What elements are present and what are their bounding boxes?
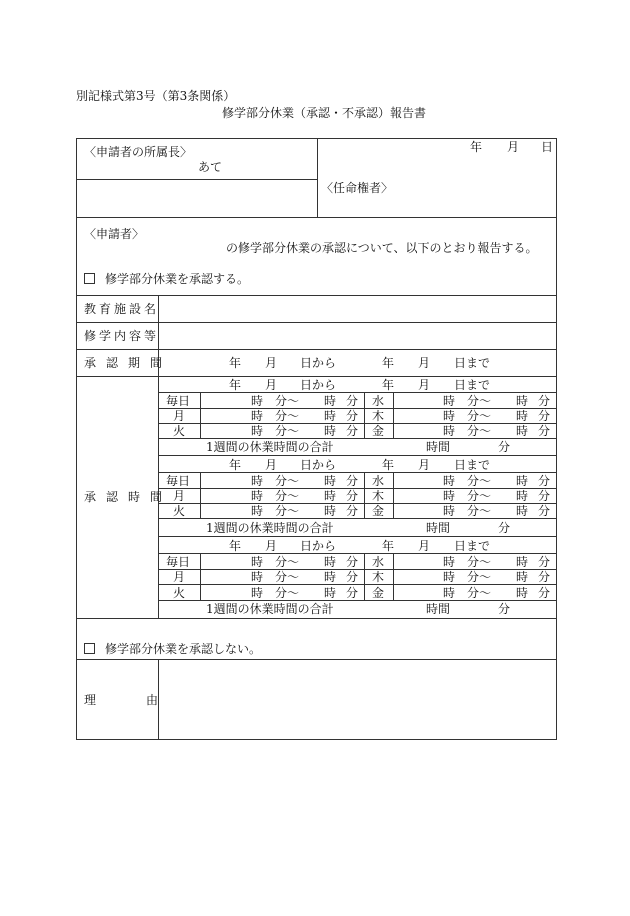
block-3-r2-r-ji: 時 bbox=[443, 570, 456, 584]
block-3-rule-day-left bbox=[200, 553, 201, 600]
block-1-r1-r-ji: 時 bbox=[443, 394, 456, 408]
rule-header-bottom bbox=[76, 217, 557, 218]
block-3-r2-r-funkara: 分～ bbox=[467, 570, 492, 584]
block-1-r1-l-funkara: 分～ bbox=[275, 394, 300, 408]
block-2-r3-r-fun: 分 bbox=[538, 504, 551, 518]
block-1-r2-l-ji: 時 bbox=[251, 409, 264, 423]
rule-hours-bottom bbox=[76, 618, 557, 619]
block-2-rule-day-left bbox=[200, 472, 201, 518]
block-2-end-month: 月 bbox=[418, 458, 431, 472]
block-3-r1-l-ji: 時 bbox=[251, 555, 264, 569]
block-3-r1-r-funkara: 分～ bbox=[467, 555, 492, 569]
block-1-start-year: 年 bbox=[229, 378, 242, 392]
block-1-total-minutes: 分 bbox=[498, 440, 511, 454]
block-3-r2-l-fun: 分 bbox=[346, 570, 359, 584]
date-month: 月 bbox=[507, 140, 520, 154]
date-year: 年 bbox=[470, 140, 483, 154]
block-2-r2-l-funkara: 分～ bbox=[275, 489, 300, 503]
addressee-ate: あて bbox=[198, 160, 223, 174]
block-2-r3-r-funkara: 分～ bbox=[467, 504, 492, 518]
block-1-day-daily: 毎日 bbox=[166, 394, 191, 408]
block-1-r3-l-ji: 時 bbox=[251, 424, 264, 438]
addressee-label: 〈申請者の所属長〉 bbox=[84, 145, 193, 159]
block-2-day-tue: 火 bbox=[173, 504, 186, 518]
period-end-year: 年 bbox=[382, 356, 395, 370]
block-1-day-thu: 木 bbox=[372, 409, 385, 423]
block-2-r1-l-ji2: 時 bbox=[324, 474, 337, 488]
block-2-r1-r-funkara: 分～ bbox=[467, 474, 492, 488]
block-1-r3-r-funkara: 分～ bbox=[467, 424, 492, 438]
block-2-start-day: 日から bbox=[300, 458, 337, 472]
block-1-start-day: 日から bbox=[300, 378, 337, 392]
block-1-r2-r-ji: 時 bbox=[443, 409, 456, 423]
block-1-r2-r-ji2: 時 bbox=[516, 409, 529, 423]
block-2-r1-l-fun: 分 bbox=[346, 474, 359, 488]
block-2-rule-date bbox=[158, 472, 557, 473]
block-3-day-fri: 金 bbox=[372, 586, 385, 600]
rule-study-bottom bbox=[76, 349, 557, 350]
block-2-day-daily: 毎日 bbox=[166, 474, 191, 488]
block-2-start-year: 年 bbox=[229, 458, 242, 472]
block-3-r2-l-ji2: 時 bbox=[324, 570, 337, 584]
block-3-r2-l-funkara: 分～ bbox=[275, 570, 300, 584]
disapprove-label: 修学部分休業を承認しない。 bbox=[105, 642, 262, 656]
approve-checkbox[interactable] bbox=[84, 273, 95, 284]
block-3-end-month: 月 bbox=[418, 539, 431, 553]
block-2-day-wed: 水 bbox=[372, 474, 385, 488]
block-2-rule-middle bbox=[364, 472, 365, 518]
block-3-rule-day-right bbox=[393, 553, 394, 600]
block-3-r2-r-fun: 分 bbox=[538, 570, 551, 584]
block-1-start-month: 月 bbox=[265, 378, 278, 392]
block-2-rule-r3 bbox=[158, 518, 557, 519]
rule-period-bottom bbox=[76, 376, 557, 377]
rule-disapprove-bottom bbox=[76, 659, 557, 660]
block-1-r1-r-fun: 分 bbox=[538, 394, 551, 408]
block-3-start-day: 日から bbox=[300, 539, 337, 553]
block-1-end-day: 日まで bbox=[454, 378, 491, 392]
block-3-weekly-total-label: 1週間の休業時間の合計 bbox=[206, 602, 334, 616]
block-3-rule-middle bbox=[364, 553, 365, 600]
block-3-day-thu: 木 bbox=[372, 570, 385, 584]
block-2-rule-day-right bbox=[393, 472, 394, 518]
approve-label: 修学部分休業を承認する。 bbox=[105, 272, 250, 286]
block-1-r2-r-fun: 分 bbox=[538, 409, 551, 423]
block-2-total-hours: 時間 bbox=[426, 521, 451, 535]
block-1-rule-day-left bbox=[200, 392, 201, 438]
block-1-r2-l-ji2: 時 bbox=[324, 409, 337, 423]
block-1-r2-r-funkara: 分～ bbox=[467, 409, 492, 423]
block-2-start-month: 月 bbox=[265, 458, 278, 472]
block-2-r2-l-ji: 時 bbox=[251, 489, 264, 503]
block-1-r3-l-fun: 分 bbox=[346, 424, 359, 438]
period-start-day: 日から bbox=[300, 356, 337, 370]
reason-label: 理由 bbox=[84, 693, 209, 707]
block-3-r2-l-ji: 時 bbox=[251, 570, 264, 584]
block-1-day-mon: 月 bbox=[173, 409, 186, 423]
block-2-day-thu: 木 bbox=[372, 489, 385, 503]
period-end-month: 月 bbox=[418, 356, 431, 370]
block-2-r1-r-fun: 分 bbox=[538, 474, 551, 488]
block-3-r3-l-fun: 分 bbox=[346, 586, 359, 600]
block-3-total-hours: 時間 bbox=[426, 602, 451, 616]
block-3-r1-r-ji: 時 bbox=[443, 555, 456, 569]
block-3-rule-r3 bbox=[158, 600, 557, 601]
block-1-r1-r-funkara: 分～ bbox=[467, 394, 492, 408]
block-1-rule-bottom bbox=[158, 455, 557, 456]
block-3-day-wed: 水 bbox=[372, 555, 385, 569]
block-1-end-month: 月 bbox=[418, 378, 431, 392]
block-1-r1-l-fun: 分 bbox=[346, 394, 359, 408]
block-1-day-tue: 火 bbox=[173, 424, 186, 438]
block-3-day-mon: 月 bbox=[173, 570, 186, 584]
block-3-start-year: 年 bbox=[229, 539, 242, 553]
block-3-end-year: 年 bbox=[382, 539, 395, 553]
block-3-r3-r-fun: 分 bbox=[538, 586, 551, 600]
block-2-r1-l-funkara: 分～ bbox=[275, 474, 300, 488]
appointer-label: 〈任命権者〉 bbox=[321, 181, 394, 195]
block-2-r2-r-ji2: 時 bbox=[516, 489, 529, 503]
block-3-r3-l-ji2: 時 bbox=[324, 586, 337, 600]
block-3-r3-l-funkara: 分～ bbox=[275, 586, 300, 600]
block-3-total-minutes: 分 bbox=[498, 602, 511, 616]
block-2-r2-r-ji: 時 bbox=[443, 489, 456, 503]
form-reference: 別記様式第3号（第3条関係） bbox=[76, 89, 236, 103]
block-2-day-fri: 金 bbox=[372, 504, 385, 518]
block-1-total-hours: 時間 bbox=[426, 440, 451, 454]
block-1-r3-r-ji2: 時 bbox=[516, 424, 529, 438]
block-2-r2-r-funkara: 分～ bbox=[467, 489, 492, 503]
block-3-rule-r2 bbox=[158, 584, 557, 585]
block-3-rule-date bbox=[158, 553, 557, 554]
block-3-r1-l-fun: 分 bbox=[346, 555, 359, 569]
block-1-r3-l-ji2: 時 bbox=[324, 424, 337, 438]
approve-option bbox=[84, 273, 249, 285]
study-content-label: 修学内容等 bbox=[84, 329, 160, 343]
disapprove-checkbox[interactable] bbox=[84, 643, 95, 654]
rule-header-divider bbox=[317, 138, 318, 217]
document-title: 修学部分休業（承認・不承認）報告書 bbox=[222, 106, 427, 120]
block-1-day-fri: 金 bbox=[372, 424, 385, 438]
block-2-end-year: 年 bbox=[382, 458, 395, 472]
block-1-rule-middle bbox=[364, 392, 365, 438]
block-2-r1-r-ji2: 時 bbox=[516, 474, 529, 488]
block-1-rule-r3 bbox=[158, 438, 557, 439]
block-1-r3-r-fun: 分 bbox=[538, 424, 551, 438]
block-1-r3-l-funkara: 分～ bbox=[275, 424, 300, 438]
block-2-weekly-total-label: 1週間の休業時間の合計 bbox=[206, 521, 334, 535]
date-day: 日 bbox=[541, 140, 554, 154]
block-2-r3-r-ji: 時 bbox=[443, 504, 456, 518]
block-2-r3-l-funkara: 分～ bbox=[275, 504, 300, 518]
block-1-r1-r-ji2: 時 bbox=[516, 394, 529, 408]
block-3-r1-r-fun: 分 bbox=[538, 555, 551, 569]
block-2-r3-l-ji2: 時 bbox=[324, 504, 337, 518]
block-3-start-month: 月 bbox=[265, 539, 278, 553]
approval-period-label: 承認期間 bbox=[84, 356, 173, 370]
block-2-r1-r-ji: 時 bbox=[443, 474, 456, 488]
block-2-r1-l-ji: 時 bbox=[251, 474, 264, 488]
block-3-r3-r-funkara: 分～ bbox=[467, 586, 492, 600]
block-1-end-year: 年 bbox=[382, 378, 395, 392]
block-2-r2-l-fun: 分 bbox=[346, 489, 359, 503]
block-2-r2-r-fun: 分 bbox=[538, 489, 551, 503]
block-1-day-wed: 水 bbox=[372, 394, 385, 408]
block-1-r1-l-ji: 時 bbox=[251, 394, 264, 408]
block-3-r2-r-ji2: 時 bbox=[516, 570, 529, 584]
block-2-r3-r-ji2: 時 bbox=[516, 504, 529, 518]
applicant-label: 〈申請者〉 bbox=[84, 227, 145, 241]
block-1-weekly-total-label: 1週間の休業時間の合計 bbox=[206, 440, 334, 454]
block-2-day-mon: 月 bbox=[173, 489, 186, 503]
block-1-r1-l-ji2: 時 bbox=[324, 394, 337, 408]
block-2-r2-l-ji2: 時 bbox=[324, 489, 337, 503]
block-3-day-daily: 毎日 bbox=[166, 555, 191, 569]
block-2-end-day: 日まで bbox=[454, 458, 491, 472]
block-1-r3-r-ji: 時 bbox=[443, 424, 456, 438]
rule-applicant-bottom bbox=[76, 295, 557, 296]
rule-school-bottom bbox=[76, 322, 557, 323]
block-3-r3-l-ji: 時 bbox=[251, 586, 264, 600]
block-2-r3-l-ji: 時 bbox=[251, 504, 264, 518]
block-1-rule-day-right bbox=[393, 392, 394, 438]
disapprove-option bbox=[84, 643, 261, 655]
block-3-r1-l-funkara: 分～ bbox=[275, 555, 300, 569]
block-3-end-day: 日まで bbox=[454, 539, 491, 553]
block-2-rule-bottom bbox=[158, 536, 557, 537]
block-3-r1-r-ji2: 時 bbox=[516, 555, 529, 569]
school-name-label: 教育施設名 bbox=[84, 302, 160, 316]
block-3-r3-r-ji: 時 bbox=[443, 586, 456, 600]
rule-addressee-split bbox=[76, 179, 317, 180]
block-3-day-tue: 火 bbox=[173, 586, 186, 600]
block-1-r2-l-funkara: 分～ bbox=[275, 409, 300, 423]
block-1-r2-l-fun: 分 bbox=[346, 409, 359, 423]
applicant-statement: の修学部分休業の承認について、以下のとおり報告する。 bbox=[226, 241, 538, 255]
block-3-r1-l-ji2: 時 bbox=[324, 555, 337, 569]
period-start-month: 月 bbox=[265, 356, 278, 370]
period-end-day: 日まで bbox=[454, 356, 491, 370]
block-2-total-minutes: 分 bbox=[498, 521, 511, 535]
block-2-r3-l-fun: 分 bbox=[346, 504, 359, 518]
block-3-r3-r-ji2: 時 bbox=[516, 586, 529, 600]
block-1-rule-date bbox=[158, 392, 557, 393]
period-start-year: 年 bbox=[229, 356, 242, 370]
approval-hours-label: 承認時間 bbox=[84, 490, 173, 504]
